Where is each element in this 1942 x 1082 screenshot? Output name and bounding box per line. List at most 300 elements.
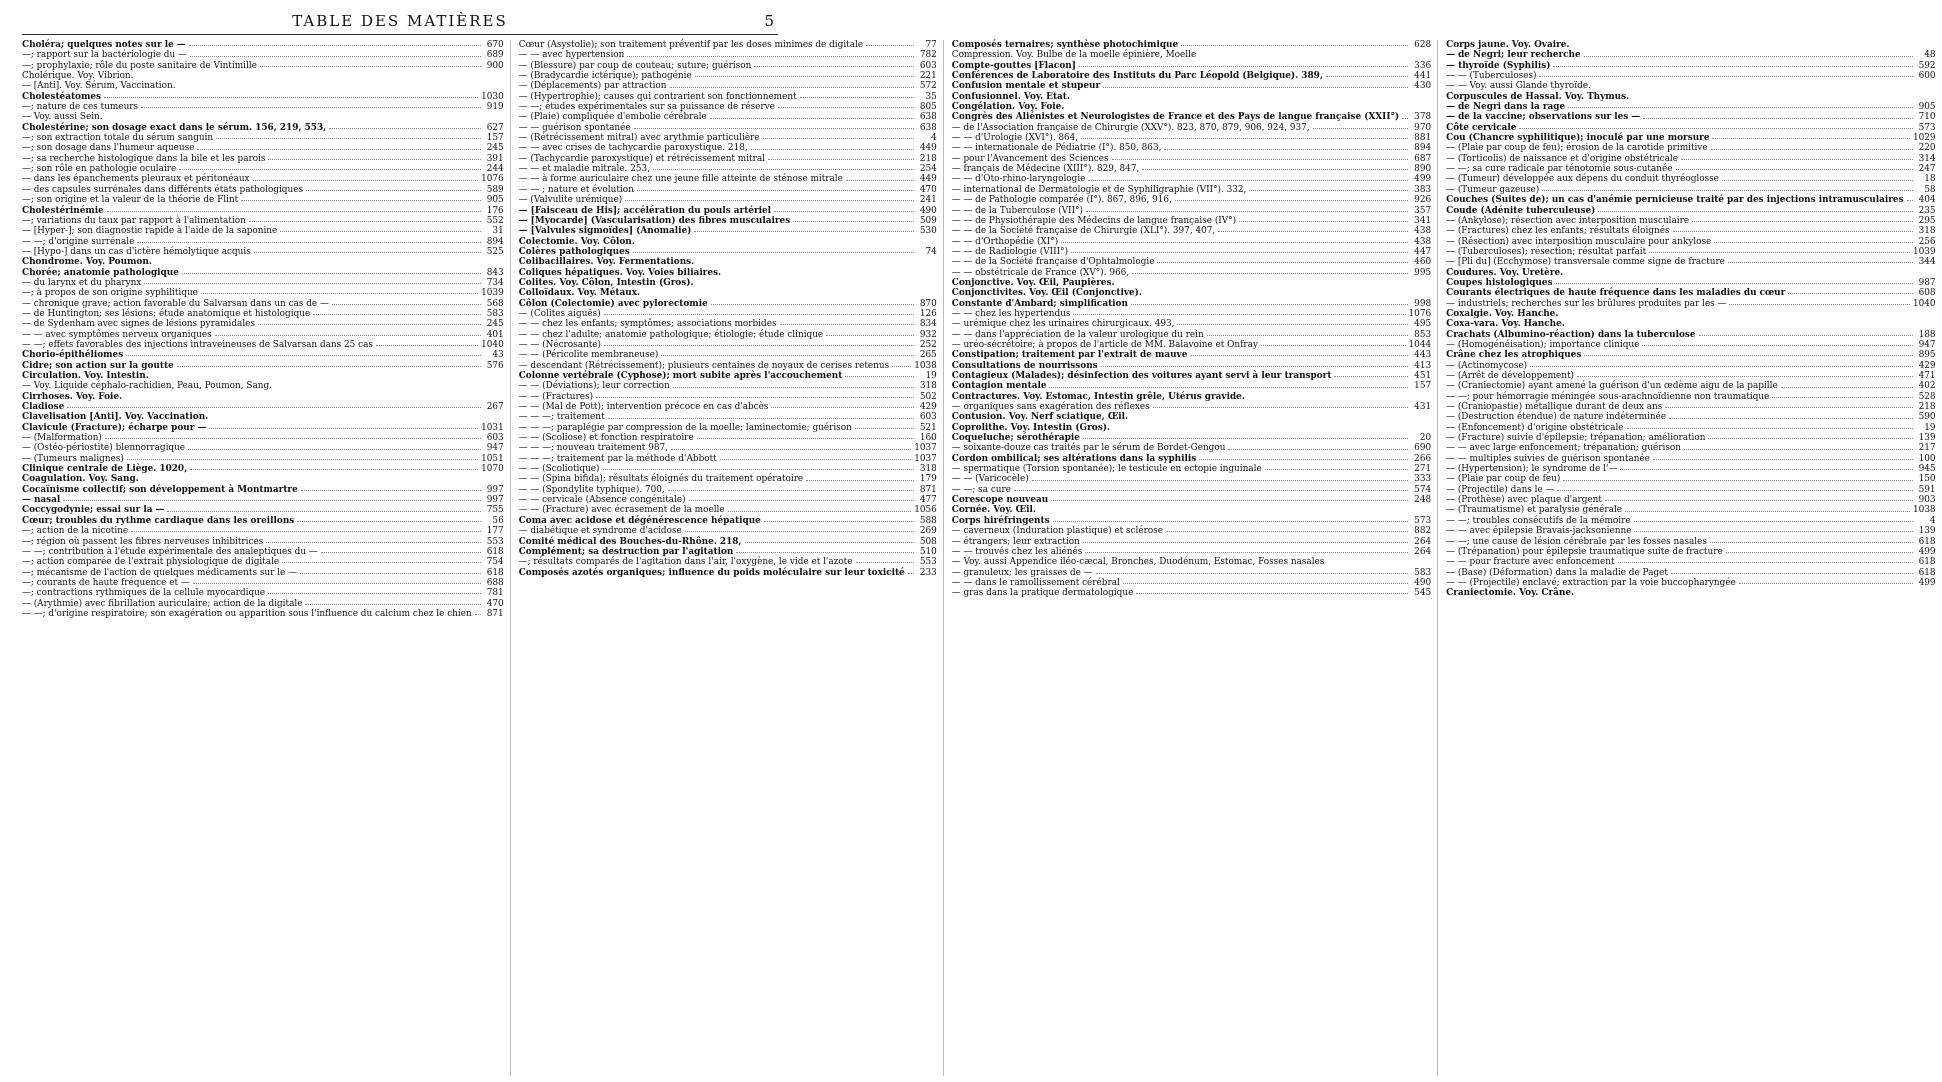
- entry-text: — (Enfoncement) d'origine obstétricale: [1446, 422, 1624, 433]
- entry-page-number: 882: [1414, 526, 1432, 537]
- leader-dots: [806, 479, 914, 481]
- leader-dots: [1032, 479, 1408, 481]
- leader-dots: [778, 106, 914, 108]
- entry-text: — — (Mal de Pott); intervention précoce en cas d'abcès: [518, 402, 769, 413]
- entry-page-number: 1039: [481, 288, 504, 299]
- entry-page-number: 245: [486, 143, 504, 154]
- entry-page-number: 502: [919, 391, 937, 402]
- index-entry: [519, 61, 937, 71]
- entry-page-number: 945: [1918, 464, 1936, 475]
- entry-text: — (Actinomycose): [1446, 360, 1528, 371]
- entry-text: — de Huntington; ses lésions; étude anatomique et histologique: [22, 308, 311, 319]
- entry-text: — — (Fracture) avec écrasement de la moelle: [518, 505, 725, 516]
- leader-dots: [1181, 44, 1408, 46]
- leader-dots: [1101, 365, 1408, 367]
- index-entry: [1446, 381, 1935, 391]
- entry-text: — dans les épanchements pleuraux et péritonéaux: [22, 174, 250, 185]
- entry-page-number: 244: [486, 164, 504, 175]
- index-entry: [22, 412, 504, 422]
- index-entry: [519, 102, 937, 112]
- entry-text: — (Trépanation) pour épilepsie traumatique suite de fracture: [1446, 546, 1723, 557]
- entry-page-number: 438: [1414, 236, 1432, 247]
- index-entry: [22, 143, 504, 153]
- leader-dots: [209, 427, 478, 429]
- entry-page-number: 508: [919, 536, 937, 547]
- entry-text: — nasal: [22, 495, 61, 506]
- index-entry: [1446, 123, 1935, 133]
- index-entry: [952, 61, 1431, 71]
- entry-page-number: 1038: [1912, 505, 1936, 516]
- entry-text: Colectomie. Voy. Côlon.: [518, 236, 635, 247]
- index-entry: [952, 423, 1431, 433]
- index-entry: [519, 557, 937, 567]
- leader-dots: [1096, 572, 1408, 574]
- entry-page-number: 689: [486, 50, 504, 61]
- entry-text: — (Ankylose); résection avec interposition musculaire: [1446, 215, 1690, 226]
- entry-text: — — de Radiologie (VIII°): [951, 246, 1069, 257]
- entry-text: Contagion mentale: [951, 381, 1047, 392]
- entry-page-number: 443: [1414, 350, 1432, 361]
- entry-text: — international de Dermatologie et de Syphiligraphie (VII°). 332,: [951, 184, 1247, 195]
- entry-text: — français de Médecine (XIII°). 829, 847,: [951, 164, 1140, 175]
- index-entry: [1446, 154, 1935, 164]
- index-entry: [1446, 174, 1935, 184]
- entry-page-number: 429: [1918, 360, 1936, 371]
- entry-text: Contagieux (Malades); désinfection des voitures ayant servi à leur transport: [951, 371, 1332, 381]
- leader-dots: [673, 386, 914, 388]
- entry-text: — (Tachycardie paroxystique) et rétrécissement mitral: [518, 153, 765, 164]
- entry-text: — —; études expérimentales sur sa puissance de réserve: [518, 102, 775, 113]
- index-entry: [22, 454, 504, 464]
- entry-text: — —; sa cure: [951, 484, 1012, 495]
- entry-text: — (Tumeur gazeuse): [1446, 184, 1540, 195]
- leader-dots: [711, 303, 914, 305]
- entry-page-number: 441: [1414, 71, 1432, 82]
- entry-text: Courants électriques de haute fréquence dans les maladies du cœur: [1446, 288, 1786, 299]
- entry-page-number: 221: [919, 71, 937, 82]
- index-entry: [952, 433, 1431, 443]
- entry-text: — (Traumatisme) et paralysie générale: [1446, 505, 1623, 516]
- index-entry: [952, 112, 1431, 122]
- entry-page-number: 220: [1918, 143, 1936, 154]
- entry-text: — — obstétricale de France (XV°). 966,: [951, 267, 1130, 278]
- leader-dots: [1086, 210, 1408, 212]
- entry-text: — — trouvés chez les aliénés: [951, 546, 1083, 557]
- leader-dots: [137, 241, 480, 243]
- entry-page-number: 269: [919, 526, 937, 537]
- entry-page-number: 31: [492, 226, 504, 237]
- entry-text: —; prophylaxie; rôle du poste sanitaire de Vintimille: [22, 60, 257, 71]
- entry-text: — (Valvulite urémique): [518, 195, 623, 206]
- index-entry: [22, 288, 504, 298]
- entry-text: Comité médical des Bouches-du-Rhône. 218,: [518, 536, 742, 547]
- entry-text: Cœur (Asystolie); son traitement préventif par les doses minimes de digitale: [518, 40, 864, 50]
- leader-dots: [305, 603, 480, 605]
- entry-page-number: 509: [919, 215, 937, 226]
- leader-dots: [1265, 468, 1408, 470]
- index-entry: [952, 568, 1431, 578]
- index-entry: [519, 464, 937, 474]
- index-entry: [952, 454, 1431, 464]
- leader-dots: [297, 520, 480, 522]
- entry-page-number: 1051: [481, 453, 504, 464]
- leader-dots: [1239, 220, 1408, 222]
- leader-dots: [253, 179, 479, 181]
- entry-text: — — dans le ramollissement cérébral: [951, 577, 1120, 588]
- index-entry: [1446, 537, 1935, 547]
- entry-page-number: 217: [1918, 443, 1936, 454]
- entry-text: — (Projectile) dans le —: [1446, 484, 1555, 495]
- entry-text: Crâne chez les atrophiques: [1446, 350, 1582, 361]
- entry-text: — — avec épilepsie Bravais-jacksonienne: [1446, 526, 1632, 537]
- entry-page-number: 1070: [481, 464, 504, 475]
- entry-text: Crachats (Albumino-réaction) dans la tuberculose: [1446, 329, 1696, 340]
- leader-dots: [1620, 468, 1912, 470]
- entry-text: — — avec crises de tachycardie paroxystique. 218,: [518, 143, 748, 154]
- index-entry: [519, 174, 937, 184]
- index-entry: [519, 247, 937, 257]
- index-entry: [22, 237, 504, 247]
- entry-text: — — (Péricolite membraneuse): [518, 350, 659, 361]
- leader-dots: [268, 592, 481, 594]
- entry-text: Craniectomie. Voy. Crâne.: [1446, 588, 1575, 599]
- entry-text: — (Homogénéisation); importance clinique: [1446, 339, 1640, 350]
- entry-text: Côte cervicale: [1446, 122, 1517, 133]
- entry-text: — industriels; recherches sur les brûlures produites par les —: [1446, 298, 1727, 309]
- index-entry: [519, 505, 937, 515]
- entry-text: — —; sa cure radicale par ténotomie sous-cutanée: [1446, 164, 1673, 175]
- entry-text: — organiques sans exagération des réflexes: [951, 402, 1150, 413]
- entry-text: Cou (Chancre syphilitique); inoculé par une morsure: [1446, 133, 1710, 144]
- index-entry: [952, 371, 1431, 381]
- entry-text: —; variations du taux par rapport à l'alimentation: [22, 215, 246, 226]
- entry-text: — — de la Société française de Chirurgie (XLI°). 397, 407,: [951, 226, 1216, 237]
- entry-text: Congélation. Voy. Foie.: [951, 102, 1065, 113]
- index-entry: [519, 547, 937, 557]
- index-entry: [519, 299, 937, 309]
- entry-page-number: 603: [919, 60, 937, 71]
- index-entry: [519, 454, 937, 464]
- leader-dots: [908, 572, 914, 574]
- index-entry: [1446, 588, 1935, 598]
- leader-dots: [258, 323, 481, 325]
- index-entry: [1446, 319, 1935, 329]
- entry-page-number: 336: [1414, 60, 1432, 71]
- index-entry: [1446, 216, 1935, 226]
- index-entry: [519, 237, 937, 247]
- leader-dots: [694, 230, 913, 232]
- entry-page-number: 245: [486, 319, 504, 330]
- entry-page-number: 499: [1918, 546, 1936, 557]
- index-entry: [1446, 547, 1935, 557]
- entry-text: — — chez les hypertendus: [951, 308, 1071, 319]
- leader-dots: [1649, 251, 1910, 253]
- entry-page-number: 997: [486, 484, 504, 495]
- entry-page-number: 903: [1918, 495, 1936, 506]
- index-entry: [22, 578, 504, 588]
- leader-dots: [332, 303, 481, 305]
- entry-text: Cholestéatomes: [22, 91, 101, 102]
- index-column-1: [22, 40, 511, 1076]
- entry-page-number: 404: [1918, 195, 1936, 206]
- index-entry: [1446, 330, 1935, 340]
- entry-page-number: 247: [1918, 164, 1936, 175]
- index-entry: [519, 216, 937, 226]
- entry-page-number: 782: [919, 50, 937, 61]
- entry-page-number: 603: [486, 433, 504, 444]
- entry-page-number: 895: [1918, 350, 1936, 361]
- index-entry: [952, 578, 1431, 588]
- index-entry: [1446, 392, 1935, 402]
- index-entry: [22, 185, 504, 195]
- index-column-4: [1446, 40, 1941, 1076]
- leader-dots: [188, 448, 481, 450]
- index-entry: [22, 423, 504, 433]
- entry-page-number: 449: [919, 174, 937, 185]
- entry-text: Cholestérine; son dosage exact dans le sérum. 156, 219, 553,: [22, 122, 327, 133]
- entry-text: — thyroïde (Syphilis): [1446, 60, 1551, 71]
- entry-text: — — (Scoliose) et fonction respiratoire: [518, 433, 694, 444]
- leader-dots: [1071, 251, 1408, 253]
- index-entry: [952, 143, 1431, 153]
- index-entry: [952, 443, 1431, 453]
- leader-dots: [1634, 520, 1913, 522]
- leader-dots: [201, 292, 478, 294]
- entry-text: Chorio-épithéliomes: [22, 350, 124, 361]
- entry-text: —; région où passent les fibres nerveuses inhibitrices: [22, 536, 264, 547]
- entry-page-number: 157: [1414, 381, 1432, 392]
- entry-page-number: 58: [1924, 184, 1936, 195]
- index-entry: [1446, 423, 1935, 433]
- leader-dots: [695, 75, 914, 77]
- leader-dots: [167, 510, 480, 512]
- leader-dots: [1728, 261, 1913, 263]
- entry-page-number: 687: [1414, 153, 1432, 164]
- entry-text: — (Fractures) chez les enfants; résultats éloignés: [1446, 226, 1670, 237]
- leader-dots: [282, 561, 481, 563]
- entry-page-number: 344: [1918, 257, 1936, 268]
- entry-page-number: 530: [919, 226, 937, 237]
- leader-dots: [671, 448, 911, 450]
- entry-page-number: 139: [1918, 526, 1936, 537]
- index-entry: [22, 350, 504, 360]
- entry-page-number: 266: [1414, 453, 1432, 464]
- entry-page-number: 881: [1414, 133, 1432, 144]
- leader-dots: [301, 489, 481, 491]
- entry-text: — — avec hypertension: [518, 50, 625, 61]
- index-entry: [519, 50, 937, 60]
- index-entry: [22, 278, 504, 288]
- leader-dots: [653, 168, 914, 170]
- index-entry: [952, 195, 1431, 205]
- entry-page-number: 256: [1918, 236, 1936, 247]
- entry-text: — [Myocarde] (Vascularisation) des fibres musculaires: [518, 215, 791, 226]
- entry-text: — de Negri dans la rage: [1446, 102, 1566, 113]
- entry-page-number: 618: [486, 546, 504, 557]
- entry-text: —; rapport sur la bactériologie du —: [22, 50, 187, 61]
- index-entry: [952, 288, 1431, 298]
- leader-dots: [266, 541, 480, 543]
- entry-page-number: 43: [492, 350, 504, 361]
- entry-page-number: 235: [1918, 205, 1936, 216]
- index-entry: [22, 319, 504, 329]
- entry-text: Cidre; son action sur la goutte: [22, 360, 174, 371]
- leader-dots: [637, 189, 914, 191]
- entry-page-number: 265: [919, 350, 937, 361]
- index-entry: [1446, 102, 1935, 112]
- leader-dots: [608, 417, 914, 419]
- leader-dots: [190, 55, 481, 57]
- index-entry: [519, 361, 937, 371]
- entry-text: Couches (Suites de); un cas d'anémie pernicieuse traité par des injections intramusculaires: [1446, 195, 1904, 206]
- entry-text: Conférences de Laboratoire des Instituts du Parc Léopold (Belgique). 389,: [951, 71, 1323, 82]
- entry-text: Corescope nouveau: [951, 495, 1049, 506]
- entry-text: Contusion. Voy. Nerf sciatique, Œil.: [951, 412, 1129, 423]
- leader-dots: [329, 127, 480, 129]
- leader-dots: [1519, 127, 1912, 129]
- index-entry: [952, 133, 1431, 143]
- entry-text: — —; effets favorables des injections intraveineuses de Salvarsan dans 25 cas: [22, 339, 373, 350]
- entry-text: — — de Physiothérapie des Médecins de langue française (IV°): [951, 215, 1237, 226]
- entry-page-number: 905: [1918, 102, 1936, 113]
- entry-page-number: 688: [486, 577, 504, 588]
- entry-text: —; son origine et la valeur de la théorie de Flint: [22, 195, 239, 206]
- entry-text: — (Base) (Déformation) dans la maladie de Paget: [1446, 567, 1668, 578]
- entry-text: Cholestérinémie: [22, 205, 104, 216]
- entry-text: Confusionnel. Voy. Etat.: [951, 91, 1070, 102]
- index-entry: [1446, 526, 1935, 536]
- entry-page-number: 495: [1414, 319, 1432, 330]
- index-entry: [22, 526, 504, 536]
- entry-page-number: 1076: [1408, 308, 1432, 319]
- leader-dots: [189, 44, 481, 46]
- entry-page-number: 987: [1918, 277, 1936, 288]
- index-entry: [519, 330, 937, 340]
- index-entry: [952, 216, 1431, 226]
- entry-text: — (Blessure) par coup de couteau; suture; guérison: [518, 60, 752, 71]
- entry-text: — — —; nouveau traitement 987,: [518, 443, 668, 454]
- entry-page-number: 1030: [481, 91, 504, 102]
- index-entry: [519, 485, 937, 495]
- entry-text: Compression. Voy. Bulbe de la moelle épinière, Moelle: [951, 50, 1197, 61]
- entry-page-number: 413: [1414, 360, 1432, 371]
- leader-dots: [1577, 375, 1913, 377]
- entry-text: Coxalgie. Voy. Hanche.: [1446, 308, 1559, 319]
- index-entry: [1446, 485, 1935, 495]
- entry-page-number: 157: [486, 133, 504, 144]
- entry-text: —; son extraction totale du sérum sanguin: [22, 133, 214, 144]
- entry-text: — — chez l'adulte; anatomie pathologique; étiologie; étude clinique: [518, 329, 824, 340]
- index-entry: [1446, 71, 1935, 81]
- index-entry: [22, 505, 504, 515]
- leader-dots: [475, 613, 481, 615]
- entry-text: — — (Scoliotique): [518, 464, 600, 475]
- entry-text: Coma avec acidose et dégénérescence hépatique: [518, 515, 761, 526]
- leader-dots: [780, 323, 914, 325]
- leader-dots: [1014, 489, 1408, 491]
- entry-page-number: 525: [486, 246, 504, 257]
- entry-page-number: 583: [1414, 567, 1432, 578]
- entry-text: — (Arythmie) avec fibrillation auriculaire; action de la digitale: [22, 598, 303, 609]
- index-entry: [519, 537, 937, 547]
- entry-text: — — d'Oto-rhino-laryngologie: [951, 174, 1086, 185]
- entry-text: — Voy. aussi Appendice iléo-cæcal, Bronches, Duodénum, Estomac, Fosses nasales: [951, 557, 1325, 568]
- leader-dots: [668, 489, 914, 491]
- leader-dots: [1557, 489, 1912, 491]
- index-column-2: [519, 40, 944, 1076]
- index-entry: [519, 40, 937, 50]
- index-entry: [952, 526, 1431, 536]
- entry-text: — (Plaie) compliquée d'embolie cérébrale: [518, 112, 707, 123]
- index-entry: [22, 102, 504, 112]
- entry-text: Cocaïnisme collectif; son développement à Montmartre: [22, 484, 298, 495]
- index-entry: [1446, 133, 1935, 143]
- entry-page-number: 638: [919, 112, 937, 123]
- leader-dots: [1542, 189, 1912, 191]
- entry-text: — (Craniopastie) métallique durant de deux ans: [1446, 402, 1663, 413]
- index-entry: [22, 381, 504, 391]
- leader-dots: [260, 65, 481, 67]
- leader-dots: [313, 313, 481, 315]
- entry-text: — — —; traitement: [518, 412, 605, 423]
- leader-dots: [1712, 137, 1910, 139]
- leader-dots: [1653, 458, 1913, 460]
- leader-dots: [1671, 572, 1913, 574]
- entry-text: — —; une cause de lésion cérébrale par les fosses nasales: [1446, 536, 1707, 547]
- entry-text: — Voy. Liquide céphalo-rachidien, Peau, Poumon, Sang.: [22, 381, 272, 392]
- entry-page-number: 618: [1918, 557, 1936, 568]
- index-entry: [519, 516, 937, 526]
- leader-dots: [1112, 158, 1409, 160]
- entry-page-number: 871: [486, 608, 504, 619]
- entry-page-number: 588: [919, 515, 937, 526]
- leader-dots: [63, 499, 480, 501]
- entry-text: — — ; nature et évolution: [518, 184, 634, 195]
- leader-dots: [710, 117, 914, 119]
- index-entry: [22, 133, 504, 143]
- index-entry: [952, 505, 1431, 515]
- leader-dots: [107, 210, 481, 212]
- entry-text: Coagulation. Voy. Sang.: [22, 474, 139, 485]
- index-entry: [1446, 40, 1935, 50]
- entry-page-number: 734: [486, 277, 504, 288]
- entry-text: —; à propos de son origine syphilitique: [22, 288, 198, 299]
- index-entry: [22, 495, 504, 505]
- entry-text: — — dans l'appréciation de la valeur urologique du rein: [951, 329, 1204, 340]
- entry-text: Chorée; anatomie pathologique: [22, 267, 179, 278]
- index-entry: [22, 557, 504, 567]
- entry-text: — —; d'origine surrénale: [22, 236, 135, 247]
- entry-page-number: 755: [486, 505, 504, 516]
- entry-page-number: 870: [919, 298, 937, 309]
- entry-text: — — à forme auriculaire chez une jeune fille atteinte de sténose mitrale: [518, 174, 843, 185]
- page-number: 5: [764, 12, 774, 30]
- leader-dots: [697, 437, 914, 439]
- index-entry: [1446, 568, 1935, 578]
- leader-dots: [1073, 313, 1405, 315]
- entry-text: — — (Projectile) enclavé; extraction par la voie buccopharyngée: [1446, 577, 1736, 588]
- index-entry: [952, 247, 1431, 257]
- index-entry: [519, 402, 937, 412]
- index-entry: [952, 309, 1431, 319]
- entry-text: — (Plaie par coup de feu); érosion de la carotide primitive: [1446, 143, 1708, 154]
- index-entry: [952, 402, 1431, 412]
- leader-dots: [1085, 551, 1408, 553]
- entry-page-number: 528: [1918, 391, 1936, 402]
- entry-page-number: 383: [1414, 184, 1432, 195]
- index-entry: [952, 81, 1431, 91]
- index-entry: [1446, 143, 1935, 153]
